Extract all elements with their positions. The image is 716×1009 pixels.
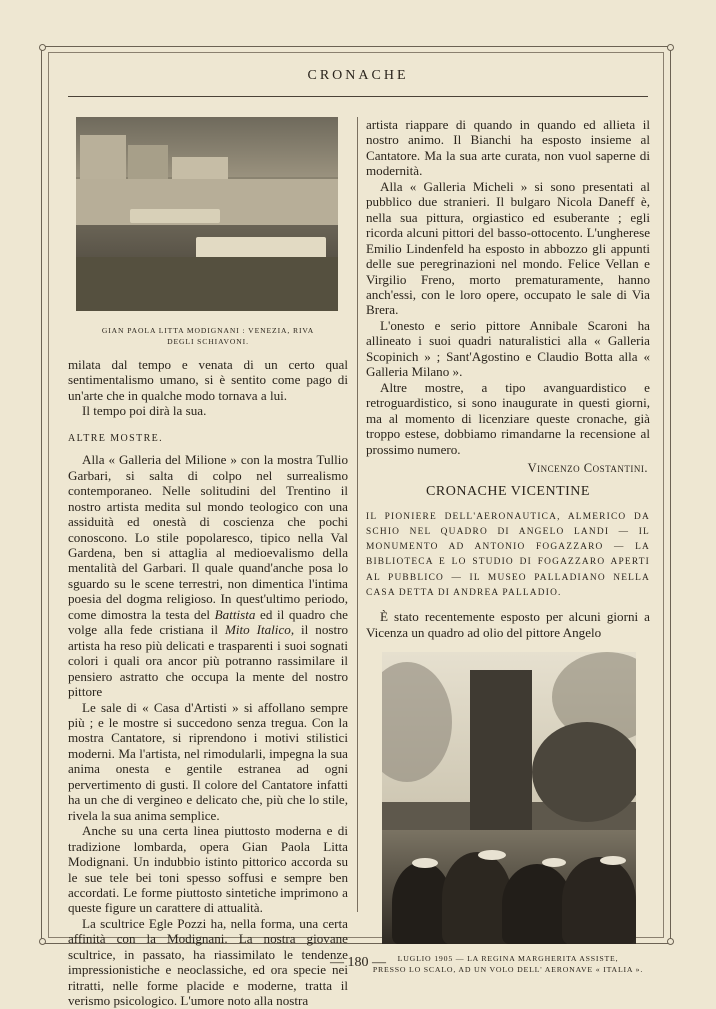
paragraph: La scultrice Egle Pozzi ha, nella forma, una certa affinità con la Modignani. La nostra giovane scultrice, in passato, ha riassimilato le tendenze impressionistiche e neoclassiche, ed ora specie nei ritratti, nelle forme placide e moderne, tratta il verismo psicologico. L'umore noto alla nostra — [68, 915, 348, 1009]
paragraph: È stato recentemente esposto per alcuni giorni a Vicenza un quadro ad olio del pittore Angelo — [366, 609, 650, 640]
paragraph: Il tempo poi dirà la sua. — [82, 403, 207, 419]
figure-caption: GIAN PAOLA LITTA MODIGNANI : VENEZIA, RIVA DEGLI SCHIAVONI. — [101, 326, 315, 346]
paragraph: Alla « Galleria del Milione » con la mostra Tullio Garbari, si salta di colpo nel surrealismo contemporaneo. Nelle solitudini del Trentino il nostro artista medita sul mondo teologico con una assiduità ed onestà di coscienza che pochi conoscono. Lo stile popolaresco, tipico nella Val Gardena, ben si attaglia al medioevalismo della mentalità del Garbari. Il quale quand'anche posa lo sguardo su le scene terrestri, non dimentica l'intima poesia del dogma religioso. In quest'ultimo periodo, come dimostra la testa del Battista ed il quadro che volge alla fede cristiana il Mito Italico, il nostro artista ha reso più delicati e trasparenti i suoi sognati colori i quali ora ancor più potranno rassimilare il pensiero astratto che occupa la mente del nostro pittore — [68, 452, 349, 700]
section-title: CRONACHE VICENTINE — [426, 484, 590, 500]
painting-photo-venezia — [76, 117, 338, 311]
paragraph: artista riappare di quando in quando ed allieta il nostro animo. Il Bianchi ha esposto insieme al Cantatore. Ma la sua arte curata, non vuol saperne di modernità. — [366, 117, 650, 179]
header-rule — [68, 96, 648, 97]
right-column — [366, 117, 650, 975]
paragraph: Altre mostre, a tipo avanguardistico e retroguardistico, si sono inaugurate in questi giorni, ma al momento di licenziare queste cronache, già troppo estese, dobbiamo rimandarne la recensione al prossimo numero. — [366, 379, 650, 457]
paragraph: Anche su una certa linea piuttosto moderna e di tradizione lombarda, opera Gian Paola Litta Modignani. Un indubbio istinto pittorico accorda su le sue tele bei toni spesso soffusi e sempre ben accordati. Le forme piuttosto sintetiche imprimono a queste figure un carattere di attualità. — [68, 823, 348, 916]
figure-caption: LUGLIO 1905 — LA REGINA MARGHERITA ASSISTE, PRESSO LO SCALO, AD UN VOLO DELL' AERONAVE « ITALIA ». — [372, 954, 644, 974]
paragraph: L'onesto e serio pittore Annibale Scaroni ha allineato i suoi quadri naturalistici alla « Galleria Scopinich » ; Sant'Agostino e Claudio Botta alla « Galleria Milano ». — [366, 317, 650, 380]
paragraph: Le sale di « Casa d'Artisti » si affollano sempre più ; e le mostre si succedono senza tregua. Con la mostra Cantatore, si riprendono i motivi stilistici moderni. Ma l'artista, nel rimodularli, impegna la sua anima onesta e gentile estranea ad ogni pervertimento di gusti. Il colore del Cantatore infatti ha un che di vergineo e delicato che, più che lo stile, rivela la sua anima semplice. — [68, 699, 348, 823]
page-number: — 180 — — [330, 955, 386, 970]
frame-corner — [667, 44, 674, 51]
frame-corner — [39, 938, 46, 945]
column-divider — [357, 117, 358, 912]
left-column — [68, 117, 348, 1009]
paragraph: milata dal tempo e venata di un certo qual sentimentalismo umano, si è sentito come pago di un'arte che in qualche modo tornava a lui. — [68, 357, 348, 403]
photo-aeronave-italia — [382, 652, 636, 944]
section-heading: ALTRE MOSTRE. — [68, 432, 164, 444]
section-summary: IL PIONIERE DELL'AERONAUTICA, ALMERICO DA SCHIO NEL QUADRO DI ANGELO LANDI — IL MONUMENTO AD ANTONIO FOGAZZARO — LA BIBLIOTECA E LO STUDIO DI FOGAZZARO APERTI AL PUBBLICO — IL MUSEO PALLADIANO NELLA CASA DETTA DI ANDREA PALLADIO. — [366, 511, 650, 598]
signature: Vincenzo Costantini. — [527, 460, 648, 475]
page-header: CRONACHE — [307, 68, 409, 83]
frame-corner — [667, 938, 674, 945]
paragraph: Alla « Galleria Micheli » si sono presentati al pubblico due stranieri. Il bulgaro Nicola Daneff è, nella sua pittura, orgiastico ed esuberante ; egli ricorda alcuni pittori del basso-ottocento. L'ungherese Emilio Lindenfeld ha esposto in abbozzo gli appunti delle sue peregrinazioni nel mondo. Felice Vellan e Virgilio Freno, morto prematuramente, hanno anch'essi, con le loro opere, occupato le sale di Via Brera. — [366, 178, 650, 318]
frame-corner — [39, 44, 46, 51]
